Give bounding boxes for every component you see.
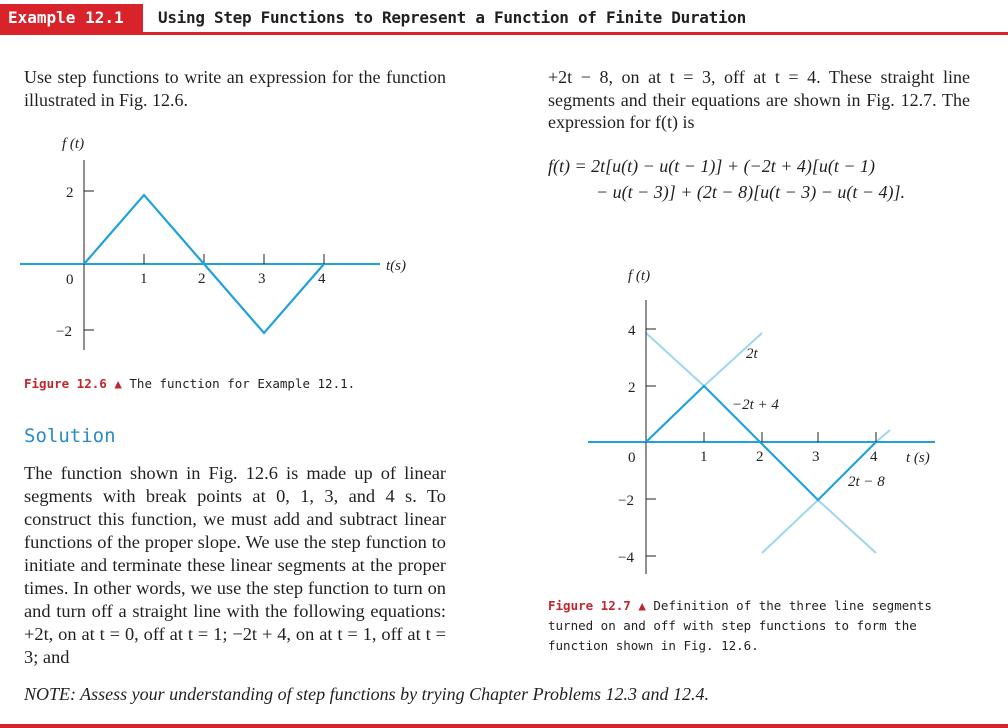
- fig7-ylabel: f (t): [628, 268, 651, 284]
- bottom-rule: [0, 724, 1008, 728]
- fig6-ytick-2: 2: [66, 185, 74, 201]
- caption-triangle-icon: ▲: [638, 598, 646, 613]
- solution-text: The function shown in Fig. 12.6 is made up of linear segments with break points at 0, 1, 3, and 4 s. To construct this function, we must add and subtract linear functions of the proper slope. We use the step function to initiate and terminate these linear segments at the proper times. In other words, we use the step function to turn on and turn off a straight line with the following equations: +2t, on at t = 0, off at t = 1; −2t + 4, on at t = 1, off at t = 3; and: [24, 463, 446, 667]
- fig7-line-2t8-extension-high: [818, 500, 876, 553]
- fig6-y-axis: [84, 160, 324, 350]
- example-title: Using Step Functions to Represent a Function of Finite Duration: [158, 8, 746, 27]
- fig6-xlabel: t(s): [386, 258, 406, 274]
- fig6-xtick-label-0: 0: [66, 272, 74, 288]
- fig7-xtick-label-4: 4: [870, 449, 878, 465]
- fig6-xtick-label-4: 4: [318, 271, 326, 287]
- note-text: NOTE: Assess your understanding of step functions by trying Chapter Problems 12.3 and 12.4.: [24, 684, 709, 704]
- fig7-line-2t8-head: [876, 430, 890, 442]
- fig7-ytick-neg2: −2: [618, 493, 634, 509]
- example-tag: Example 12.1: [0, 4, 143, 32]
- fig6-xtick-label-1: 1: [140, 271, 148, 287]
- right-column-text: +2t − 8, on at t = 3, off at t = 4. These straight line segments and their equations are shown in Fig. 12.7. The expression for f(t) is: [548, 67, 970, 132]
- fig6-xtick-label-3: 3: [258, 271, 266, 287]
- fig7-xtick-label-2: 2: [756, 449, 764, 465]
- figure-12-6-caption-text: The function for Example 12.1.: [129, 376, 356, 391]
- equation-line-1: f(t) = 2t[u(t) − u(t − 1)] + (−2t + 4)[u(t − 1): [548, 156, 875, 176]
- equation-line-2: − u(t − 3)] + (2t − 8)[u(t − 3) − u(t − 4)].: [596, 182, 905, 202]
- figure-12-6: [0, 120, 470, 360]
- fig7-xtick-label-0: 0: [628, 450, 636, 466]
- fig7-ytick-2: 2: [628, 380, 636, 396]
- fig7-y-axis: [646, 300, 876, 574]
- caption-triangle-icon: ▲: [114, 376, 122, 391]
- fig7-xtick-label-3: 3: [812, 449, 820, 465]
- figure-12-7: [560, 260, 960, 580]
- figure-12-6-caption: [24, 374, 464, 394]
- fig7-line-2t8-extension-low: [762, 500, 818, 553]
- fig7-label-2t8: 2t − 8: [848, 474, 885, 490]
- fig7-xlabel: t (s): [906, 450, 930, 466]
- figure-12-7-caption: [548, 596, 958, 656]
- figure-12-7-caption-label: Figure 12.7: [548, 598, 631, 613]
- fig7-label-2t: 2t: [746, 346, 758, 362]
- figure-12-6-caption-label: Figure 12.6: [24, 376, 107, 391]
- figure-12-7-caption-text: Definition of the three line segments turned on and off with step functions to form the function shown in Fig. 12.6.: [548, 598, 932, 653]
- problem-statement: Use step functions to write an expression for the function illustrated in Fig. 12.6.: [24, 67, 446, 110]
- fig7-line-neg2t4-extension: [646, 333, 704, 386]
- fig6-xtick-label-2: 2: [198, 271, 206, 287]
- fig6-ylabel: f (t): [62, 136, 85, 152]
- fig7-ytick-neg4: −4: [618, 550, 634, 566]
- fig7-ytick-4: 4: [628, 323, 636, 339]
- header-rule: [0, 32, 1008, 35]
- fig6-ytick-neg2: −2: [56, 324, 72, 340]
- fig7-label-neg2t4: −2t + 4: [732, 397, 779, 413]
- fig7-xtick-label-1: 1: [700, 449, 708, 465]
- solution-heading: Solution: [24, 425, 116, 447]
